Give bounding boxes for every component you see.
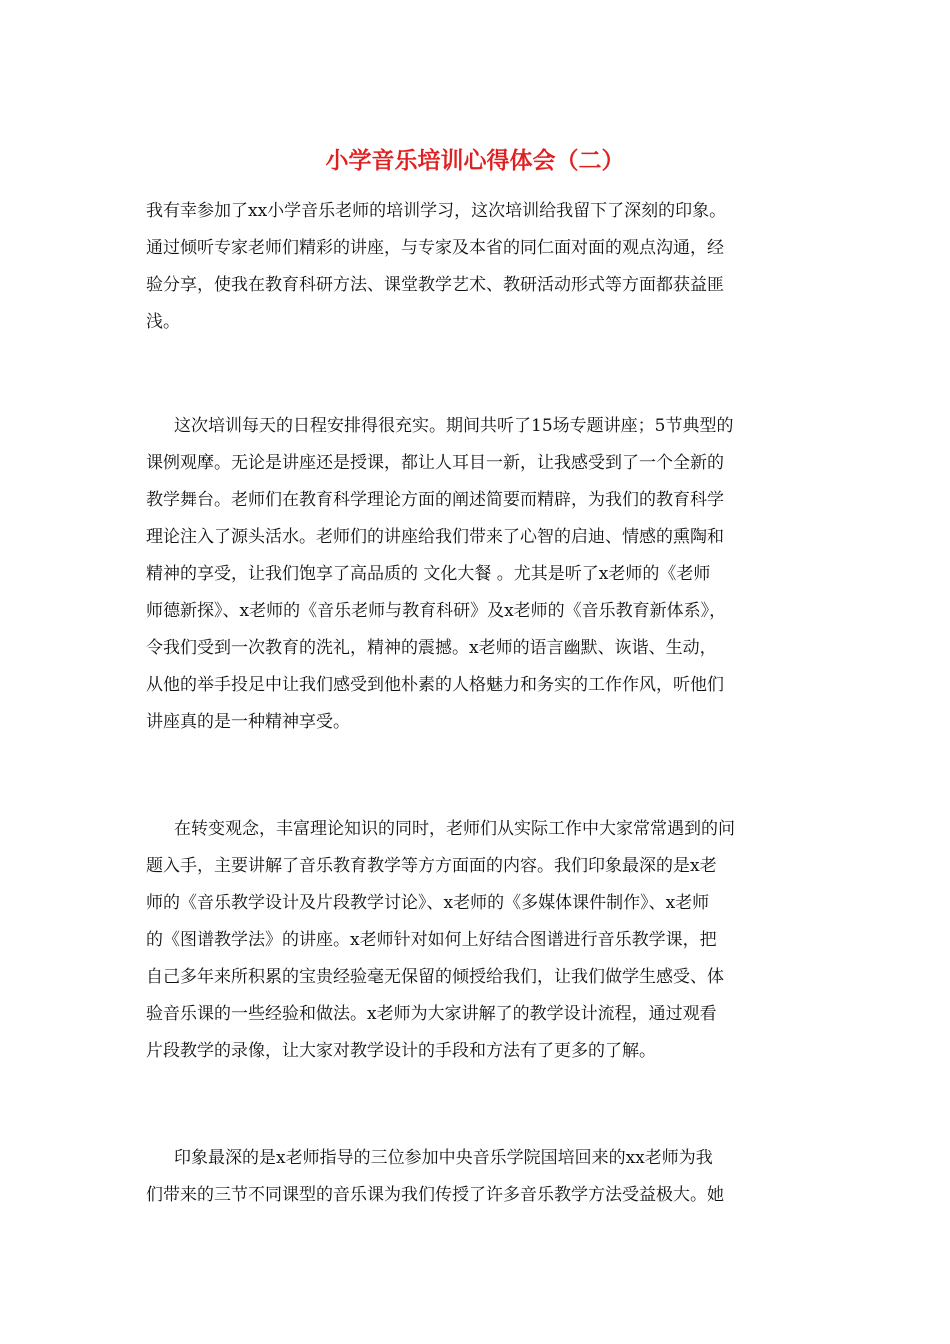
document-title: 小学音乐培训心得体会（二） [325, 147, 625, 174]
paragraph-3-line-6: 验音乐课的一些经验和做法。x老师为大家讲解了的教学设计流程，通过观看 [146, 1004, 717, 1024]
paragraph-4-line-1: 印象最深的是x老师指导的三位参加中央音乐学院国培回来的xx老师为我 [174, 1148, 713, 1168]
paragraph-2-line-3: 教学舞台。老师们在教育科学理论方面的阐述简要而精辟，为我们的教育科学 [146, 490, 724, 510]
paragraph-2-line-6: 师德新探》、x老师的《音乐老师与教育科研》及x老师的《音乐教育新体系》， [146, 601, 727, 621]
paragraph-2-line-2: 课例观摩。无论是讲座还是授课，都让人耳目一新，让我感受到了一个全新的 [146, 453, 724, 473]
paragraph-3-line-2: 题入手，主要讲解了音乐教育教学等方方面面的内容。我们印象最深的是x老 [146, 856, 717, 876]
paragraph-3-line-1: 在转变观念，丰富理论知识的同时，老师们从实际工作中大家常常遇到的问 [174, 819, 735, 839]
paragraph-2-line-5: 精神的享受，让我们饱享了高品质的 文化大餐 。尤其是听了x老师的《老师 [146, 564, 711, 584]
paragraph-2-line-7: 令我们受到一次教育的洗礼，精神的震撼。x老师的语言幽默、诙谐、生动， [146, 638, 717, 658]
paragraph-3-line-3: 师的《音乐教学设计及片段教学讨论》、x老师的《多媒体课件制作》、x老师 [146, 893, 710, 913]
paragraph-2-line-4: 理论注入了源头活水。老师们的讲座给我们带来了心智的启迪、情感的熏陶和 [146, 527, 724, 547]
paragraph-3-line-5: 自己多年来所积累的宝贵经验毫无保留的倾授给我们，让我们做学生感受、体 [146, 967, 724, 987]
paragraph-1-line-2: 通过倾听专家老师们精彩的讲座，与专家及本省的同仁面对面的观点沟通，经 [146, 238, 724, 258]
paragraph-3-line-7: 片段教学的录像，让大家对教学设计的手段和方法有了更多的了解。 [146, 1041, 656, 1061]
paragraph-3-line-4: 的《图谱教学法》的讲座。x老师针对如何上好结合图谱进行音乐教学课，把 [146, 930, 717, 950]
paragraph-1-line-4: 浅。 [146, 312, 180, 332]
paragraph-1-line-3: 验分享，使我在教育科研方法、课堂教学艺术、教研活动形式等方面都获益匪 [146, 275, 724, 295]
paragraph-2-line-1: 这次培训每天的日程安排得很充实。期间共听了15场专题讲座；5节典型的 [174, 416, 734, 436]
paragraph-2-line-9: 讲座真的是一种精神享受。 [146, 712, 350, 732]
paragraph-2-line-8: 从他的举手投足中让我们感受到他朴素的人格魅力和务实的工作作风，听他们 [146, 675, 724, 695]
paragraph-1-line-1: 我有幸参加了xx小学音乐老师的培训学习，这次培训给我留下了深刻的印象。 [146, 201, 727, 221]
paragraph-4-line-2: 们带来的三节不同课型的音乐课为我们传授了许多音乐教学方法受益极大。她 [146, 1185, 724, 1205]
